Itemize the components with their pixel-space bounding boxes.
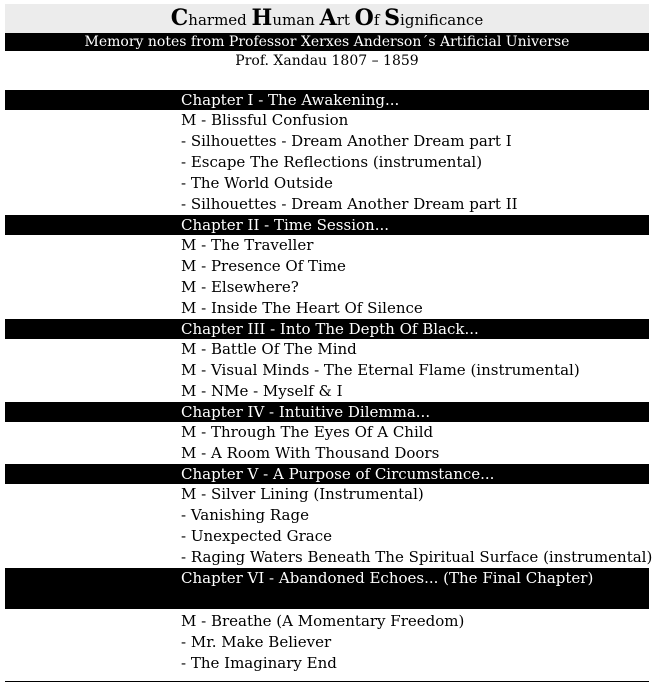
- track-item: M - Breathe (A Momentary Freedom): [181, 612, 465, 630]
- track-item: M - Through The Eyes Of A Child: [181, 423, 434, 441]
- track-item: M - Blissful Confusion: [181, 111, 349, 129]
- bottom-divider: [5, 681, 649, 682]
- title-word-rest: uman: [272, 11, 320, 29]
- track-item: M - Silver Lining (Instrumental): [181, 485, 424, 503]
- chapter-heading: Chapter IV - Intuitive Dilemma...: [5, 402, 649, 422]
- title-initial: A: [319, 5, 337, 31]
- track-item: - Unexpected Grace: [181, 527, 333, 545]
- chapter-heading: Chapter V - A Purpose of Circumstance...: [5, 464, 649, 484]
- title-word-rest: harmed: [188, 11, 252, 29]
- document-title: [171, 4, 483, 35]
- document-subtitle: Memory notes from Professor Xerxes Anderson´s Artificial Universe: [5, 33, 649, 51]
- track-item: M - The Traveller: [181, 236, 314, 254]
- track-item: M - Presence Of Time: [181, 257, 346, 275]
- chapter-heading: Chapter II - Time Session...: [5, 215, 649, 235]
- track-item: - Silhouettes - Dream Another Dream part I: [181, 132, 512, 150]
- title-word-rest: f: [373, 11, 385, 29]
- track-item: - Mr. Make Believer: [181, 633, 332, 651]
- track-item: M - Visual Minds - The Eternal Flame (instrumental): [181, 361, 580, 379]
- title-initial: C: [170, 5, 189, 31]
- track-item: - The World Outside: [181, 174, 333, 192]
- track-item: M - A Room With Thousand Doors: [181, 444, 440, 462]
- track-item: M - NMe - Myself & I: [181, 382, 343, 400]
- track-item: M - Elsewhere?: [181, 278, 299, 296]
- title-word-rest: rt: [336, 11, 355, 29]
- track-item: M - Inside The Heart Of Silence: [181, 299, 423, 317]
- track-item: - Vanishing Rage: [181, 506, 309, 524]
- track-item: - Raging Waters Beneath The Spiritual Surface (instrumental): [181, 548, 653, 566]
- title-initial: S: [384, 5, 401, 31]
- chapter-heading: Chapter III - Into The Depth Of Black...: [5, 319, 649, 339]
- document-title-bar: [5, 4, 649, 33]
- chapter-list: [5, 90, 653, 674]
- track-item: - The Imaginary End: [181, 654, 337, 672]
- title-initial: O: [354, 5, 374, 31]
- track-item: - Escape The Reflections (instrumental): [181, 153, 483, 171]
- title-word-rest: ignificance: [400, 11, 484, 29]
- author-line: Prof. Xandau 1807 – 1859: [235, 53, 419, 69]
- chapter-heading: Chapter VI - Abandoned Echoes... (The Final Chapter): [5, 568, 649, 609]
- track-item: M - Battle Of The Mind: [181, 340, 357, 358]
- track-item: - Silhouettes - Dream Another Dream part II: [181, 195, 518, 213]
- title-initial: H: [251, 5, 273, 31]
- chapter-heading: Chapter I - The Awakening...: [5, 90, 649, 110]
